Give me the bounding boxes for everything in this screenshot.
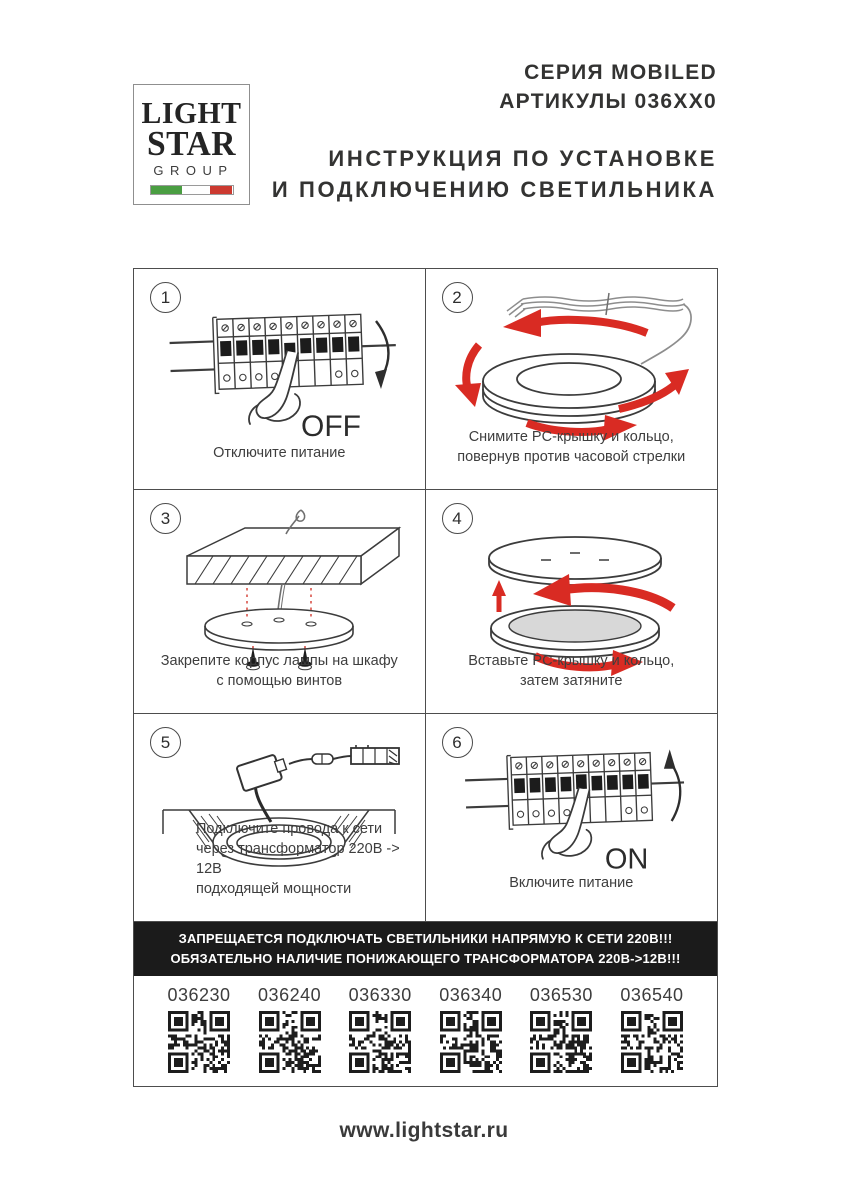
logo-word-group: GROUP xyxy=(153,163,234,178)
article-item xyxy=(345,985,415,1086)
step-caption: Вставьте PC-крышку и кольцо, затем затяните xyxy=(468,653,675,689)
step-number-badge: 6 xyxy=(442,727,473,758)
warning-line-2: ОБЯЗАТЕЛЬНО НАЛИЧИЕ ПОНИЖАЮЩЕГО ТРАНСФОРМАТОРА 220В->12В!!! xyxy=(170,951,681,966)
step-cell-3 xyxy=(134,490,426,714)
article-number: 036240 xyxy=(258,985,322,1005)
articles-code: АРТИКУЛЫ 036XX0 xyxy=(499,90,717,113)
step-cell-1 xyxy=(134,269,426,490)
website-url: www.lightstar.ru xyxy=(339,1119,509,1142)
logo-word-light: LIGHT xyxy=(141,95,242,130)
lightstar-logo xyxy=(133,84,250,205)
article-number: 036230 xyxy=(167,985,231,1005)
on-label: ON xyxy=(605,843,649,876)
off-label: OFF xyxy=(301,410,362,443)
article-item xyxy=(255,985,325,1086)
step-number-badge: 5 xyxy=(150,727,181,758)
logo-word-star: STAR xyxy=(146,124,237,163)
warning-line-1: ЗАПРЕЩАЕТСЯ ПОДКЛЮЧАТЬ СВЕТИЛЬНИКИ НАПРЯМУЮ К СЕТИ 220В!!! xyxy=(178,931,673,946)
article-item xyxy=(617,985,687,1086)
page-title-line1: ИНСТРУКЦИЯ ПО УСТАНОВКЕ xyxy=(328,146,717,171)
article-number: 036540 xyxy=(620,985,684,1005)
step-number-badge: 2 xyxy=(442,282,473,313)
instruction-grid xyxy=(133,268,718,1087)
transformer-icon xyxy=(237,752,313,791)
step-caption: Снимите PC-крышку и кольцо, повернув против часовой стрелки xyxy=(457,429,686,465)
article-item xyxy=(526,985,596,1086)
breaker-on-illustration xyxy=(446,732,696,882)
page-title-line2: И ПОДКЛЮЧЕНИЮ СВЕТИЛЬНИКА xyxy=(271,177,717,202)
article-item xyxy=(436,985,506,1086)
step-cell-4 xyxy=(426,490,718,714)
qr-code xyxy=(349,1011,411,1073)
header xyxy=(272,58,717,205)
breaker-off-illustration xyxy=(154,293,404,448)
article-item xyxy=(164,985,234,1086)
step-caption: Отключите питание xyxy=(213,445,346,461)
qr-code xyxy=(440,1011,502,1073)
step-number-badge: 1 xyxy=(150,282,181,313)
article-number: 036340 xyxy=(439,985,503,1005)
warning-banner xyxy=(134,922,717,976)
article-list xyxy=(134,976,717,1086)
step-caption: Закрепите корпус лампы на шкафу с помощью винтов xyxy=(160,653,398,689)
qr-code xyxy=(530,1011,592,1073)
italian-flag-icon xyxy=(150,185,234,195)
step-cell-6 xyxy=(426,714,718,922)
qr-code xyxy=(168,1011,230,1073)
on-arrow-icon xyxy=(664,749,680,821)
step-caption: Подключите провода к сети через трансформатор 220В -> 12В подходящей мощности xyxy=(196,821,400,897)
step-number-badge: 4 xyxy=(442,503,473,534)
series-title: СЕРИЯ MOBILED xyxy=(524,61,717,84)
article-number: 036330 xyxy=(348,985,412,1005)
connector-icon xyxy=(312,754,351,764)
step-caption: Включите питание xyxy=(509,875,634,891)
article-number: 036530 xyxy=(529,985,593,1005)
qr-code xyxy=(621,1011,683,1073)
off-arrow-icon xyxy=(375,321,388,389)
step-cell-2 xyxy=(426,269,718,490)
qr-code xyxy=(259,1011,321,1073)
step-cell-5 xyxy=(134,714,426,922)
step-number-badge: 3 xyxy=(150,503,181,534)
puck-light-illustration xyxy=(441,283,701,443)
terminal-block-icon xyxy=(351,745,399,764)
